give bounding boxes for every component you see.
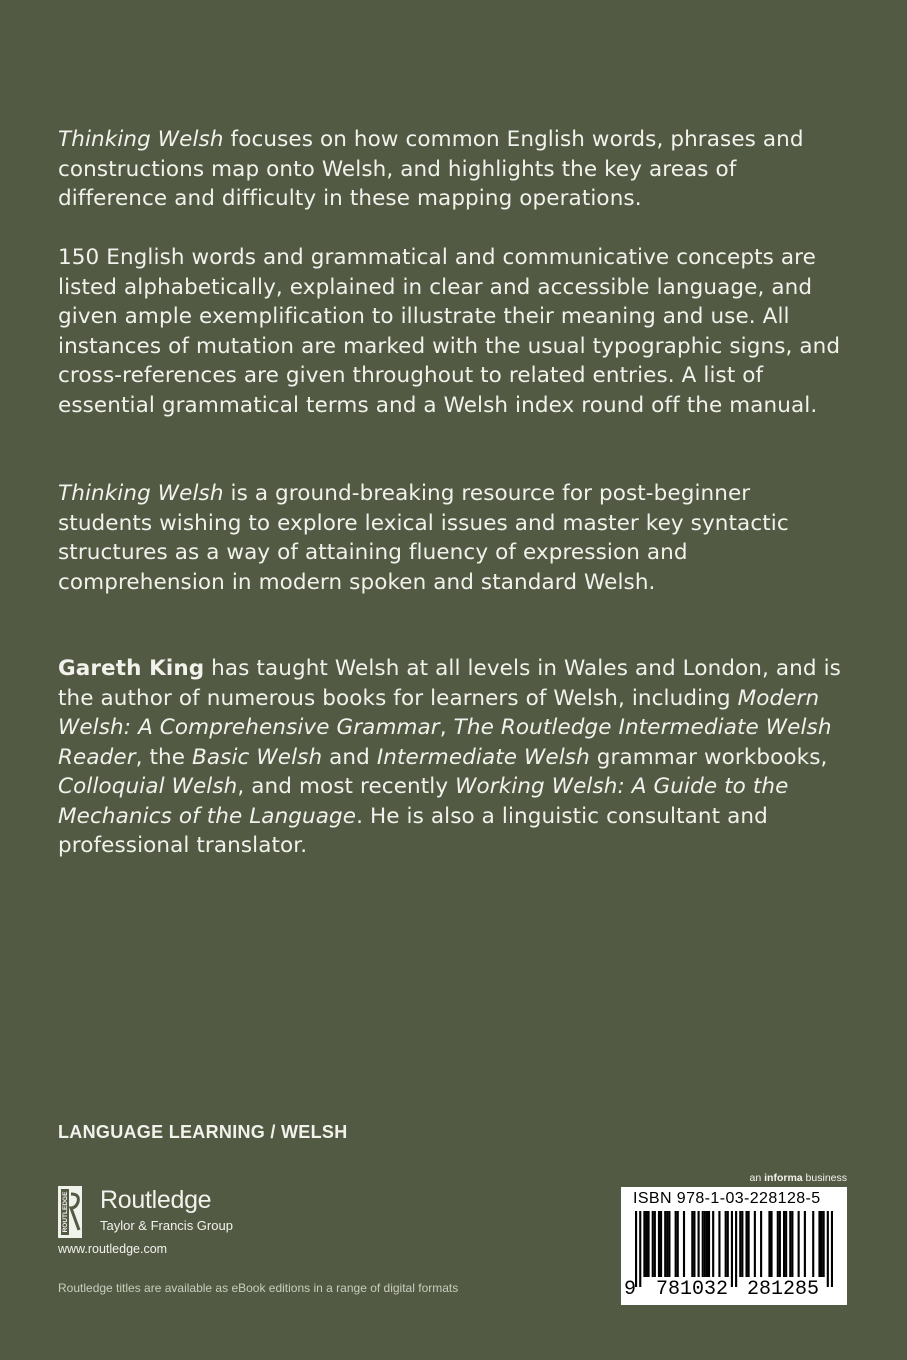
barcode-bar xyxy=(754,1211,756,1277)
barcode-bar xyxy=(779,1211,781,1277)
barcode-bar xyxy=(712,1211,714,1277)
description-text: focuses on how common English words, phrases and constructions map onto Welsh, and highlights the key areas of difference and difficulty in these mapping operations. xyxy=(58,127,804,211)
barcode-bar xyxy=(654,1211,656,1277)
barcode-bar xyxy=(725,1211,727,1277)
barcode-bar xyxy=(768,1211,770,1277)
bio-text: , xyxy=(439,715,454,740)
informa-tagline xyxy=(750,1172,847,1184)
bio-text: and xyxy=(322,744,377,770)
description-paragraph-3 xyxy=(58,479,848,597)
barcode-bar xyxy=(708,1211,710,1277)
barcode-bar xyxy=(823,1211,825,1277)
author-name: Gareth King xyxy=(58,656,205,681)
barcode-bar xyxy=(718,1211,720,1277)
barcode-bar xyxy=(777,1211,779,1277)
barcode-right-digits: 281285 xyxy=(746,1278,819,1301)
barcode-bars xyxy=(635,1211,833,1287)
barcode-bar xyxy=(727,1211,729,1277)
logo-text: ROUTLEDGE xyxy=(62,1191,69,1233)
barcode-bar xyxy=(745,1211,747,1277)
publisher-group: Taylor & Francis Group xyxy=(100,1218,233,1233)
routledge-logo-icon xyxy=(58,1186,82,1238)
barcode-bar xyxy=(791,1211,793,1277)
barcode-left-digits: 781032 xyxy=(655,1278,728,1301)
barcode-bar xyxy=(635,1211,637,1287)
barcode-bar xyxy=(668,1211,670,1277)
bio-text: , and most recently xyxy=(237,774,456,799)
barcode-bar xyxy=(760,1211,762,1277)
barcode-bar xyxy=(798,1211,800,1277)
barcode-bar xyxy=(785,1211,787,1277)
barcode-bar xyxy=(658,1211,660,1277)
barcode-bar xyxy=(739,1211,741,1277)
barcode-bar xyxy=(706,1211,708,1277)
bio-text: . He is also a linguistic consultant and professional translator. xyxy=(58,803,768,858)
barcode-bar xyxy=(664,1211,666,1277)
barcode-bar xyxy=(804,1211,806,1277)
description-paragraph-2: 150 English words and grammatical and communicative concepts are listed alphabetically, explained in clear and accessible language, and given ample exemplification to illustrate their meaning and use. All instances of mutation are marked with the usual typographic signs, and cross-references are given throughout to related entries. A list of essential grammatical terms and a Welsh index round off the manual. xyxy=(58,245,841,418)
book-ref: The Routledge Intermediate Welsh Reader xyxy=(58,715,832,770)
barcode-box xyxy=(621,1187,847,1305)
barcode-bar xyxy=(741,1211,743,1277)
isbn-label: ISBN 978-1-03-228128-5 xyxy=(633,1190,821,1207)
barcode-bar xyxy=(660,1211,662,1277)
publisher-url[interactable]: www.routledge.com xyxy=(58,1242,168,1256)
book-ref: Modern Welsh: A Comprehensive Grammar xyxy=(58,685,820,740)
barcode-bar xyxy=(818,1211,820,1277)
barcode-bar xyxy=(666,1211,668,1277)
subject-category: LANGUAGE LEARNING / WELSH xyxy=(58,1122,348,1142)
barcode-bar xyxy=(812,1211,814,1277)
informa-suffix: business xyxy=(802,1172,847,1184)
barcode-bar xyxy=(748,1211,750,1277)
ebook-note: Routledge titles are available as eBook editions in a range of digital formats xyxy=(58,1281,459,1295)
publisher-name: Routledge xyxy=(100,1186,212,1214)
book-ref: Colloquial Welsh xyxy=(58,774,238,799)
barcode-first-digit: 9 xyxy=(624,1278,637,1301)
author-bio xyxy=(58,654,848,861)
bio-text: , the xyxy=(135,744,193,770)
barcode-bar xyxy=(675,1211,677,1277)
book-ref: Intermediate Welsh xyxy=(376,744,590,770)
barcode-bar xyxy=(702,1211,704,1277)
barcode-bar xyxy=(731,1211,733,1287)
book-title: Thinking Welsh xyxy=(58,127,224,152)
barcode-bar xyxy=(735,1211,737,1287)
barcode-bar xyxy=(783,1211,785,1277)
barcode-bar xyxy=(820,1211,822,1277)
informa-brand: informa xyxy=(764,1172,803,1184)
barcode-bar xyxy=(691,1211,693,1277)
book-ref: Working Welsh: A Guide to the Mechanics of the Language xyxy=(58,774,789,829)
barcode-bar xyxy=(698,1211,700,1277)
barcode-bar xyxy=(648,1211,650,1277)
barcode-bar xyxy=(789,1211,791,1277)
description-paragraph-1 xyxy=(58,125,848,214)
barcode-bar xyxy=(683,1211,685,1277)
barcode-bar xyxy=(693,1211,695,1277)
barcode-bar xyxy=(639,1211,641,1287)
book-title: Thinking Welsh xyxy=(58,481,224,506)
informa-prefix: an xyxy=(749,1172,765,1184)
bio-text: has taught Welsh at all levels in Wales and London, and is the author of numerous books for learners of Welsh, including xyxy=(58,656,841,711)
barcode-bar xyxy=(831,1211,833,1287)
description-text: is a ground-breaking resource for post-beginner students wishing to explore lexical issues and master key syntactic structures as a way of attaining fluency of expression and comprehension in modern spoken and standard Welsh. xyxy=(58,481,789,595)
barcode-bar xyxy=(827,1211,829,1287)
barcode-bar xyxy=(770,1211,772,1277)
barcode-bar xyxy=(652,1211,654,1277)
barcode-bar xyxy=(645,1211,647,1277)
bio-text: grammar workbooks, xyxy=(589,744,828,770)
barcode-bar xyxy=(677,1211,679,1277)
barcode-bar xyxy=(643,1211,645,1277)
book-ref: Basic Welsh xyxy=(192,744,323,770)
barcode-bar xyxy=(704,1211,706,1277)
barcode-digits xyxy=(621,1278,847,1302)
